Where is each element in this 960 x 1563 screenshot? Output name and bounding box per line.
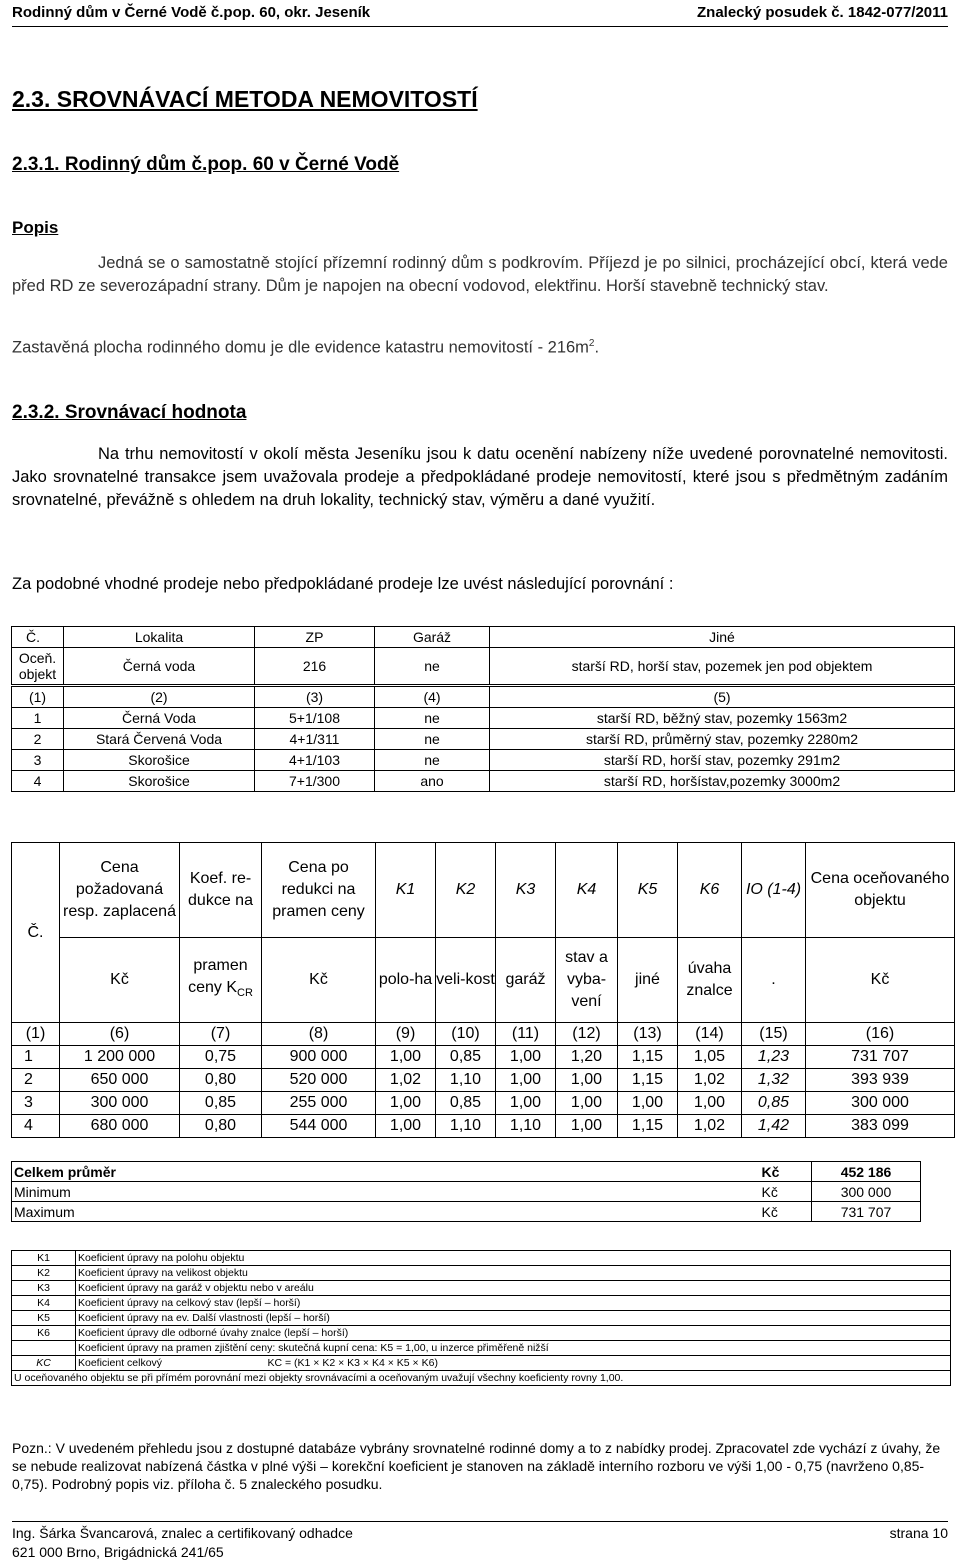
legend-text: Koeficient úpravy na pramen zjištění ceny: skutečná kupní cena: K5 = 1,00, u inzerce přiměřeně nižší	[76, 1341, 951, 1356]
table-cell: ano	[375, 771, 490, 792]
summary-table	[11, 1161, 921, 1222]
col-header: Jiné	[490, 627, 955, 648]
col-header: garáž	[496, 938, 556, 1023]
table-cell: 0,80	[180, 1069, 262, 1092]
col-header: Kč	[806, 938, 955, 1023]
table-cell: 1,15	[618, 1115, 678, 1138]
table-row	[12, 729, 955, 750]
index-cell: (14)	[678, 1023, 742, 1046]
table-cell: 3	[12, 1092, 60, 1115]
table-cell: 0,85	[742, 1092, 806, 1115]
table-row	[12, 1046, 955, 1069]
table-header-row	[12, 627, 955, 648]
col-header: pramen ceny $K_{CR}$	[180, 938, 262, 1023]
table-cell: starší RD, průměrný stav, pozemky 2280m2	[490, 729, 955, 750]
legend-row	[12, 1266, 951, 1281]
summary-row	[12, 1162, 921, 1182]
legend-row	[12, 1296, 951, 1311]
table-cell: Stará Červená Voda	[64, 729, 255, 750]
table-cell: 1,02	[376, 1069, 436, 1092]
table-cell: 3	[12, 750, 64, 771]
col-header: K5	[618, 843, 678, 938]
table-cell: 1,20	[556, 1046, 618, 1069]
table-cell: 2	[12, 1069, 60, 1092]
index-row	[12, 686, 955, 708]
table-cell: 680 000	[60, 1115, 180, 1138]
subsection-title: 2.3.1. Rodinný dům č.pop. 60 v Černé Vodě	[12, 154, 400, 175]
index-cell: (16)	[806, 1023, 955, 1046]
table-cell: 0,80	[180, 1115, 262, 1138]
legend-row	[12, 1326, 951, 1341]
table-cell: Černá Voda	[64, 708, 255, 729]
index-cell: (13)	[618, 1023, 678, 1046]
table-cell: 1,15	[618, 1046, 678, 1069]
popis-text: Jedná se o samostatně stojící přízemní rodinný dům s podkrovím. Příjezd je po silnici, procházející obcí, která vede před RD ze severozápadní strany. Dům je napojen na obecní vodovod, elektřinu. Horší stavebně technický stav.	[12, 254, 948, 295]
legend-key: K5	[12, 1311, 76, 1326]
table-cell: 383 099	[806, 1115, 955, 1138]
table-cell: 0,75	[180, 1046, 262, 1069]
col-header: Garáž	[375, 627, 490, 648]
table-cell: 544 000	[262, 1115, 376, 1138]
table-cell: (4)	[375, 686, 490, 708]
table-cell: starší RD, horší stav, pozemek jen pod objektem	[490, 648, 955, 686]
valuation-table	[11, 842, 955, 1138]
legend-key: K6	[12, 1326, 76, 1341]
col-header: K1	[376, 843, 436, 938]
footer-author: Ing. Šárka Švancarová, znalec a certifikovaný odhadce	[12, 1525, 353, 1541]
table-cell: ne	[375, 750, 490, 771]
table-cell: 5+1/108	[255, 708, 375, 729]
index-cell: (8)	[262, 1023, 376, 1046]
col-header: veli-kost	[436, 938, 496, 1023]
index-row	[12, 1023, 955, 1046]
table-cell: 1,10	[436, 1115, 496, 1138]
legend-key	[12, 1341, 76, 1356]
col-header: jiné	[618, 938, 678, 1023]
legend-row	[12, 1311, 951, 1326]
table-cell: 1,00	[496, 1069, 556, 1092]
table-cell: 1,10	[496, 1115, 556, 1138]
compare-title: 2.3.2. Srovnávací hodnota	[12, 402, 247, 423]
footer-address: 621 000 Brno, Brigádnická 241/65	[12, 1544, 224, 1560]
table-cell: ne	[375, 729, 490, 750]
table-row	[12, 1115, 955, 1138]
table-cell: 1,00	[556, 1069, 618, 1092]
col-header: Lokalita	[64, 627, 255, 648]
index-cell: (6)	[60, 1023, 180, 1046]
table-cell: 1,10	[436, 1069, 496, 1092]
table-cell: 216	[255, 648, 375, 686]
table-cell: 1,05	[678, 1046, 742, 1069]
table-cell: 1,23	[742, 1046, 806, 1069]
col-header: Č.	[12, 627, 64, 648]
table-row	[12, 1069, 955, 1092]
table-cell: ne	[375, 708, 490, 729]
table-cell: 393 939	[806, 1069, 955, 1092]
header-left: Rodinný dům v Černé Vodě č.pop. 60, okr. Jeseník	[12, 4, 371, 21]
col-header: K6	[678, 843, 742, 938]
legend-text: Koeficient úpravy na garáž v objektu nebo v areálu	[76, 1281, 951, 1296]
summary-value: 300 000	[812, 1182, 921, 1202]
table-cell: 255 000	[262, 1092, 376, 1115]
index-cell: (15)	[742, 1023, 806, 1046]
col-header: Kč	[60, 938, 180, 1023]
table-cell: 1,00	[556, 1092, 618, 1115]
table-cell: 0,85	[436, 1092, 496, 1115]
table-cell: 1,00	[376, 1092, 436, 1115]
table-cell: 1,00	[376, 1046, 436, 1069]
table-cell: 1,15	[618, 1069, 678, 1092]
subject-row	[12, 648, 955, 686]
index-cell: (9)	[376, 1023, 436, 1046]
table-cell: 4	[12, 771, 64, 792]
table-cell: 1,00	[496, 1046, 556, 1069]
table-cell: 1 200 000	[60, 1046, 180, 1069]
intro-text: Za podobné vhodné prodeje nebo předpokládané prodeje lze uvést následující porovnání :	[12, 575, 674, 593]
table-cell: 4	[12, 1115, 60, 1138]
legend-text: Koeficient celkový	[76, 1356, 268, 1371]
col-header: Č.	[12, 843, 60, 1023]
compare-text: Na trhu nemovitostí v okolí města Jeseníku jsou k datu ocenění nabízeny níže uvedené porovnatelné nemovitosti. Jako srovnatelné transakce jsem uvažovala prodeje a předpokládané prodeje nemovitostí, které jsou s předmětným zadáním srovnatelné, převážně s ohledem na druh lokality, technický stav, výměru a dané využití.	[12, 445, 948, 509]
table-header-row	[12, 843, 955, 938]
col-header: .	[742, 938, 806, 1023]
table-cell: 731 707	[806, 1046, 955, 1069]
legend-key: K1	[12, 1251, 76, 1266]
table-cell: 1,00	[496, 1092, 556, 1115]
table-row	[12, 708, 955, 729]
legend-text: Koeficient úpravy na polohu objektu	[76, 1251, 951, 1266]
col-header: K2	[436, 843, 496, 938]
col-header: Cena po redukci na pramen ceny	[262, 843, 376, 938]
comparison-list-table	[11, 626, 955, 792]
legend-row	[12, 1341, 951, 1356]
table-cell: 2	[12, 729, 64, 750]
legend-text: Koeficient úpravy na velikost objektu	[76, 1266, 951, 1281]
index-cell: (1)	[12, 1023, 60, 1046]
legend-key: K4	[12, 1296, 76, 1311]
table-cell: 1,02	[678, 1069, 742, 1092]
legend-formula: KC = (K1 × K2 × K3 × K4 × K5 × K6)	[268, 1356, 951, 1371]
table-cell: 650 000	[60, 1069, 180, 1092]
page-header	[12, 4, 948, 27]
table-cell: 900 000	[262, 1046, 376, 1069]
table-cell: 520 000	[262, 1069, 376, 1092]
legend-text: U oceňovaného objektu se při přímém porovnání mezi objekty srovnávacími a oceňovaným uvažují všechny koeficienty rovny 1,00.	[12, 1371, 951, 1386]
legend-row	[12, 1251, 951, 1266]
section-title: 2.3. SROVNÁVACÍ METODA NEMOVITOSTÍ	[12, 86, 478, 112]
summary-unit: Kč	[762, 1162, 812, 1182]
table-cell: starší RD, běžný stav, pozemky 1563m2	[490, 708, 955, 729]
summary-label: Maximum	[12, 1202, 762, 1222]
table-cell: 4+1/103	[255, 750, 375, 771]
summary-label: Celkem průměr	[12, 1162, 762, 1182]
legend-key: K3	[12, 1281, 76, 1296]
table-cell: 300 000	[806, 1092, 955, 1115]
table-cell: 1,00	[556, 1115, 618, 1138]
table-cell: starší RD, horšístav,pozemky 3000m2	[490, 771, 955, 792]
table-cell: Skorošice	[64, 771, 255, 792]
legend-row	[12, 1371, 951, 1386]
summary-unit: Kč	[762, 1182, 812, 1202]
summary-label: Minimum	[12, 1182, 762, 1202]
table-row	[12, 1092, 955, 1115]
summary-value: 452 186	[812, 1162, 921, 1182]
table-cell: 1,32	[742, 1069, 806, 1092]
legend-table	[11, 1250, 951, 1386]
table-cell: Černá voda	[64, 648, 255, 686]
col-header: Koef. re-dukce na	[180, 843, 262, 938]
table-cell: (5)	[490, 686, 955, 708]
table-cell: 1,00	[376, 1115, 436, 1138]
page-footer	[12, 1521, 948, 1562]
index-cell: (12)	[556, 1023, 618, 1046]
col-header: K4	[556, 843, 618, 938]
table-cell: 1,02	[678, 1115, 742, 1138]
table-cell: (2)	[64, 686, 255, 708]
summary-value: 731 707	[812, 1202, 921, 1222]
subject-label: Oceň. objekt	[12, 648, 64, 686]
legend-text: Koeficient úpravy dle odborné úvahy znalce (lepší – horší)	[76, 1326, 951, 1341]
legend-key: KC	[12, 1356, 76, 1371]
area-text: Zastavěná plocha rodinného domu je dle evidence katastru nemovitostí - $216m^2$.	[12, 338, 600, 357]
index-cell: (11)	[496, 1023, 556, 1046]
col-header: Cena požadovaná resp. zaplacená	[60, 843, 180, 938]
summary-unit: Kč	[762, 1202, 812, 1222]
table-cell: 0,85	[180, 1092, 262, 1115]
index-cell: (10)	[436, 1023, 496, 1046]
legend-text: Koeficient úpravy na ev. Další vlastnosti (lepší – horší)	[76, 1311, 951, 1326]
col-header: IO (1-4)	[742, 843, 806, 938]
table-cell: 1	[12, 708, 64, 729]
legend-text: Koeficient úpravy na celkový stav (lepší – horší)	[76, 1296, 951, 1311]
table-cell: (1)	[12, 686, 64, 708]
legend-row	[12, 1356, 951, 1371]
col-header: K3	[496, 843, 556, 938]
summary-row	[12, 1182, 921, 1202]
table-row	[12, 750, 955, 771]
table-cell: Skorošice	[64, 750, 255, 771]
table-cell: 0,85	[436, 1046, 496, 1069]
table-header-row	[12, 938, 955, 1023]
index-cell: (7)	[180, 1023, 262, 1046]
header-right: Znalecký posudek č. 1842-077/2011	[697, 4, 948, 21]
table-cell: (3)	[255, 686, 375, 708]
table-cell: 1,42	[742, 1115, 806, 1138]
col-header: Kč	[262, 938, 376, 1023]
note-text: Pozn.: V uvedeném přehledu jsou z dostupné databáze vybrány srovnatelné rodinné domy a to z nabídky prodej. Zpracovatel zde vychází z úvahy, že se nebude realizovat nabízená částka v plné výši – korekční koeficient je stanoven na základě interního rozboru ve výši 1,00 - 0,75 (navrženo 0,85-0,75). Podrobný popis viz. příloha č. 5 znaleckého posudku.	[12, 1440, 941, 1492]
table-cell: 1,00	[678, 1092, 742, 1115]
table-cell: 1	[12, 1046, 60, 1069]
table-cell: ne	[375, 648, 490, 686]
legend-key: K2	[12, 1266, 76, 1281]
table-cell: 7+1/300	[255, 771, 375, 792]
col-header: ZP	[255, 627, 375, 648]
table-cell: 4+1/311	[255, 729, 375, 750]
popis-title: Popis	[12, 218, 59, 237]
col-header: stav a vyba-vení	[556, 938, 618, 1023]
table-cell: 1,00	[618, 1092, 678, 1115]
col-header: polo-ha	[376, 938, 436, 1023]
footer-page: strana 10	[889, 1525, 948, 1541]
table-row	[12, 771, 955, 792]
summary-row	[12, 1202, 921, 1222]
legend-row	[12, 1281, 951, 1296]
col-header: Cena oceňovaného objektu	[806, 843, 955, 938]
table-cell: 300 000	[60, 1092, 180, 1115]
table-cell: starší RD, horší stav, pozemky 291m2	[490, 750, 955, 771]
col-header: úvaha znalce	[678, 938, 742, 1023]
